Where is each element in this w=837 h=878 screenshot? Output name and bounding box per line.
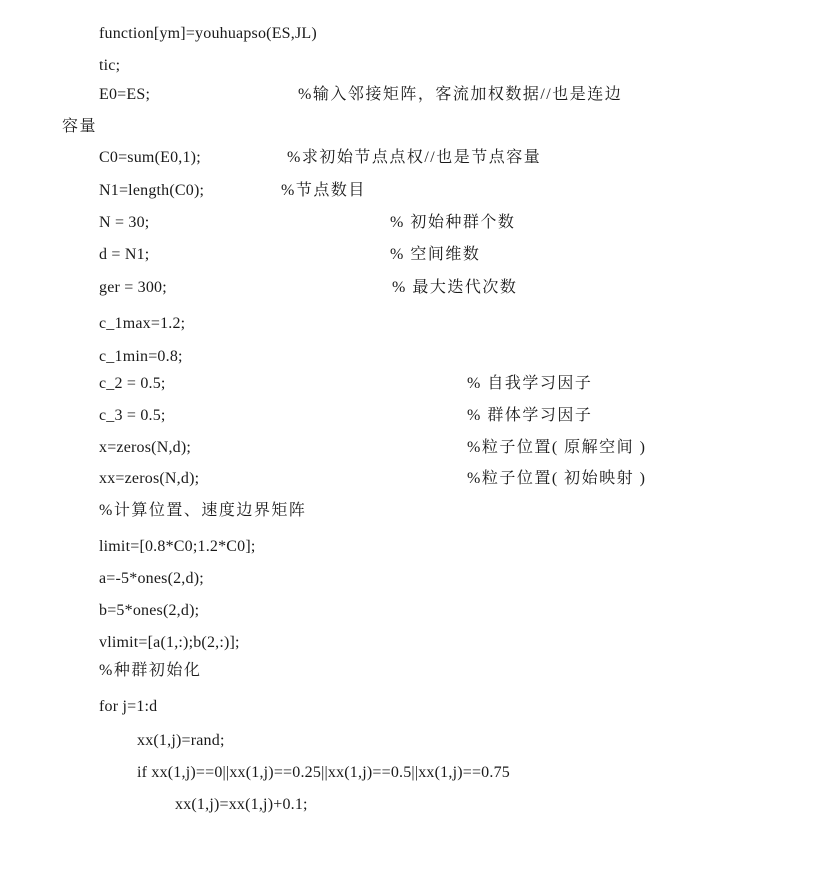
code-line-8: d = N1;: [99, 246, 150, 263]
code-line-19: b=5*ones(2,d);: [99, 602, 200, 619]
code-line-11: c_1min=0.8;: [99, 348, 183, 365]
code-line-2: tic;: [99, 57, 121, 74]
code-line-13: c_3 = 0.5;: [99, 407, 166, 424]
code-line-25: xx(1,j)=xx(1,j)+0.1;: [175, 796, 308, 813]
code-line-12: c_2 = 0.5;: [99, 375, 166, 392]
comment-continuation: 容量: [62, 118, 98, 135]
comment-line-6: %节点数目: [281, 182, 366, 199]
comment-line-8: % 空间维数: [390, 246, 481, 263]
code-line-15: xx=zeros(N,d);: [99, 470, 200, 487]
comment-line-14: %粒子位置( 原解空间 ): [467, 439, 647, 456]
comment-line-13: % 群体学习因子: [467, 407, 593, 424]
code-line-22: for j=1:d: [99, 698, 158, 715]
comment-line-9: % 最大迭代次数: [392, 279, 518, 296]
comment-line-3: %输入邻接矩阵，客流加权数据//也是连边: [298, 86, 623, 103]
comment-line-15: %粒子位置( 初始映射 ): [467, 470, 647, 487]
comment-line-12: % 自我学习因子: [467, 375, 593, 392]
code-line-20: vlimit=[a(1,:);b(2,:)];: [99, 634, 240, 651]
code-line-18: a=-5*ones(2,d);: [99, 570, 204, 587]
comment-line-5: %求初始节点点权//也是节点容量: [287, 149, 542, 166]
comment-section-bounds: %计算位置、速度边界矩阵: [99, 502, 307, 519]
code-line-3: E0=ES;: [99, 86, 151, 103]
comment-line-7: % 初始种群个数: [390, 214, 516, 231]
code-line-24: if xx(1,j)==0||xx(1,j)==0.25||xx(1,j)==0.5||xx(1,j)==0.75: [137, 764, 510, 781]
code-line-9: ger = 300;: [99, 279, 167, 296]
code-line-17: limit=[0.8*C0;1.2*C0];: [99, 538, 256, 555]
code-line-7: N = 30;: [99, 214, 150, 231]
code-line-23: xx(1,j)=rand;: [137, 732, 225, 749]
code-line-10: c_1max=1.2;: [99, 315, 186, 332]
code-line-6: N1=length(C0);: [99, 182, 205, 199]
comment-section-init: %种群初始化: [99, 662, 202, 679]
code-line-5: C0=sum(E0,1);: [99, 149, 201, 166]
code-line-1: function[ym]=youhuapso(ES,JL): [99, 25, 317, 42]
code-line-14: x=zeros(N,d);: [99, 439, 192, 456]
